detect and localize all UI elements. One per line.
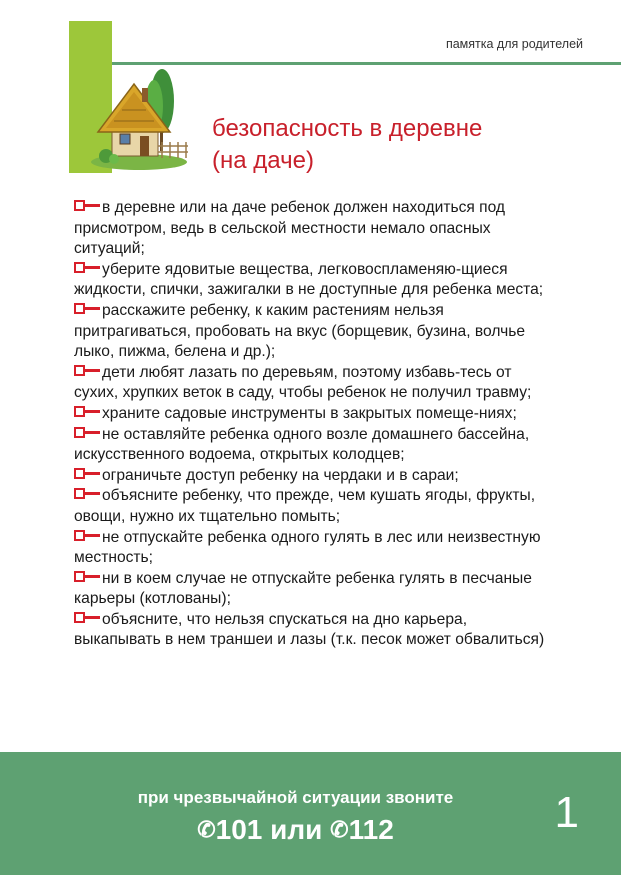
list-item: храните садовые инструменты в закрытых помеще-ниях;: [74, 404, 552, 425]
list-item: объясните ребенку, что прежде, чем кушать ягоды, фрукты, овощи, нужно их тщательно помыть;: [74, 487, 536, 525]
title-line-2: (на даче): [212, 147, 314, 174]
emergency-number-1: 101: [215, 814, 263, 845]
page-number: 1: [554, 788, 579, 837]
or-text: или: [270, 814, 323, 845]
list-item: расскажите ребенку, к каким растениям нельзя притрагиваться, пробовать на вкус (борщевик, бузина, волчье лыко, пижма, белена и др.);: [74, 301, 525, 361]
house-illustration: [84, 66, 194, 176]
advice-list: [74, 198, 552, 651]
bullet-icon: [74, 571, 101, 582]
emergency-footer: [0, 752, 621, 875]
title-line-1: безопасность в деревне: [212, 115, 483, 142]
list-item: не оставляйте ребенка одного возле домашнего бассейна, искусственного водоема, открытых колодцев;: [74, 425, 530, 464]
list-item: ни в коем случае не отпускайте ребенка гулять в песчаные карьеры (котлованы);: [74, 569, 532, 608]
list-item: ограничьте доступ ребенку на чердаки и в сараи;: [74, 466, 552, 487]
phone-icon: ✆: [330, 817, 349, 842]
bullet-icon: [74, 406, 101, 417]
bullet-icon: [74, 468, 101, 479]
list-item: уберите ядовитые вещества, легковоспламеняю-щиеся жидкости, спички, зажигалки в не доступные для ребенка места;: [74, 260, 544, 299]
page-title: [212, 113, 482, 177]
bullet-icon: [74, 365, 101, 376]
list-item: объясните, что нельзя спускаться на дно карьера, выкапывать в нем траншеи и лазы (т.к. песок может обвалиться): [74, 610, 545, 649]
bullet-icon: [74, 427, 101, 438]
bullet-icon: [74, 530, 101, 541]
phone-icon: ✆: [197, 817, 216, 842]
list-item: в деревне или на даче ребенок должен находиться под присмотром, ведь в сельской местности немало опасных ситуаций;: [74, 199, 506, 258]
emergency-numbers: [0, 814, 621, 846]
emergency-number-2: 112: [348, 814, 394, 845]
bullet-icon: [74, 488, 101, 499]
header-rule: [112, 62, 621, 65]
emergency-text: при чрезвычайной ситуации звоните: [137, 788, 454, 807]
bullet-icon: [74, 200, 101, 211]
list-item: не отпускайте ребенка одного гулять в лес или неизвестную местность;: [74, 528, 541, 567]
bullet-icon: [74, 303, 101, 314]
bullet-icon: [74, 612, 101, 623]
list-item: дети любят лазать по деревьям, поэтому избавь-тесь от сухих, хрупких веток в саду, чтобы ребенок не получил травму;: [74, 363, 532, 402]
header-note: памятка для родителей: [445, 37, 583, 51]
bullet-icon: [74, 262, 101, 273]
